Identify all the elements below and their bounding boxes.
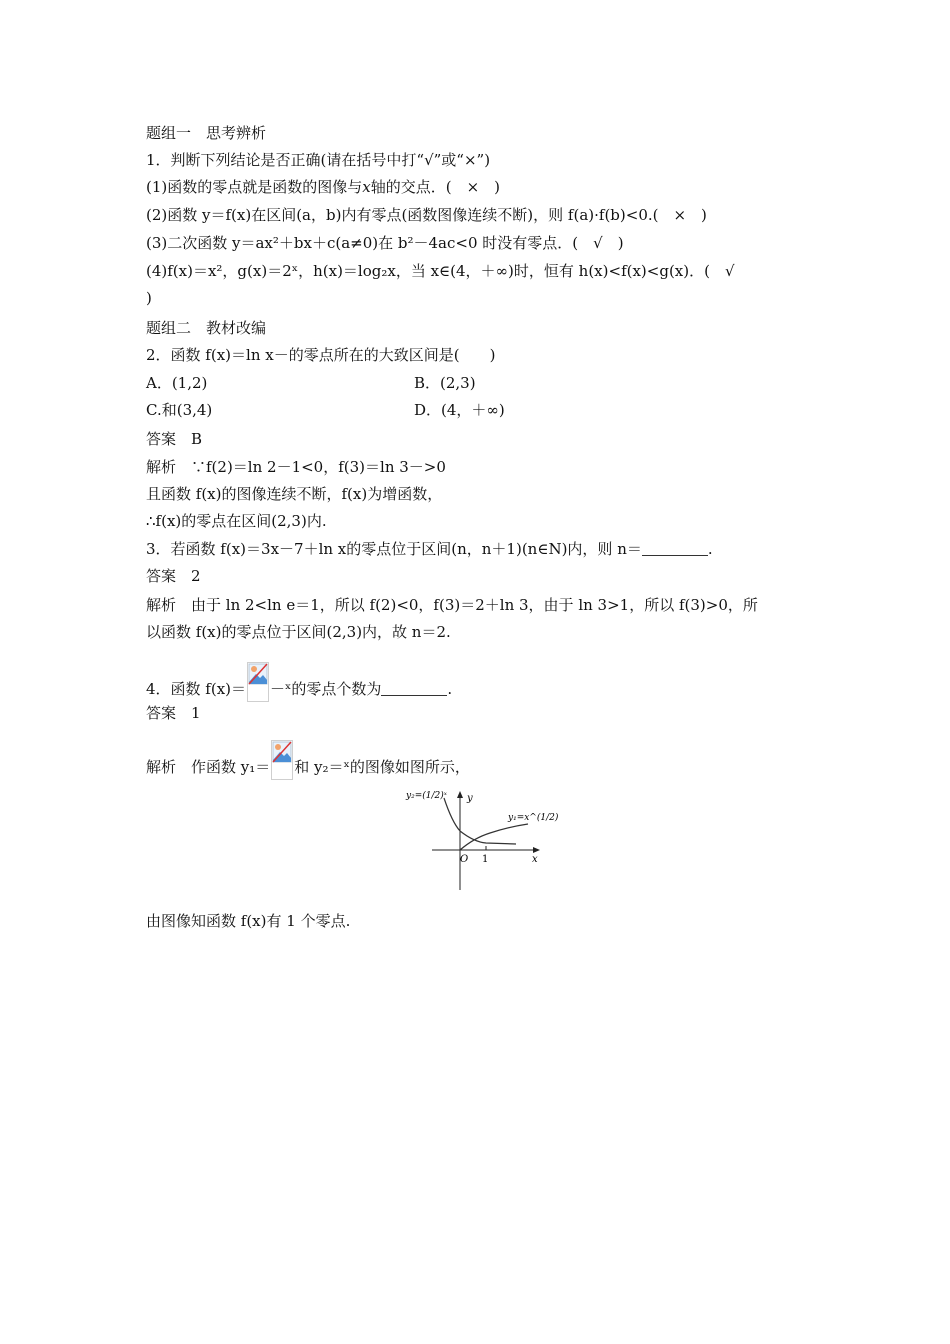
- q1-item2: (2)函数 y＝f(x)在区间(a，b)内有零点(函数图像连续不断)，则 f(a)·f(b)<0.( × ): [146, 206, 707, 224]
- q2-answer: 答案 B: [146, 430, 203, 448]
- q1-item3: (3)二次函数 y＝ax²＋bx＋c(a≠0)在 b²－4ac<0 时没有零点．( √ ): [146, 234, 624, 252]
- label-y1: y₁=x^(1/2): [508, 813, 559, 823]
- q1-item4-cont: ): [146, 289, 152, 307]
- q2-stem: 2．函数 f(x)＝ln x－的零点所在的大致区间是( ): [146, 346, 496, 364]
- function-graph: [404, 784, 559, 896]
- q2-option-c: C.和(3,4): [146, 401, 213, 419]
- q2-option-b: B．(2,3): [414, 374, 476, 392]
- q4-stem: 4．函数 f(x)＝ －ˣ的零点个数为 .: [146, 662, 452, 702]
- q3-answer-blank: [642, 541, 708, 556]
- q4-answer-blank: [381, 681, 447, 696]
- group1-title: 题组一 思考辨析: [146, 124, 267, 142]
- q2-analysis-1: 解析 ∵f(2)＝ln 2－1<0，f(3)＝ln 3－>0: [146, 458, 446, 476]
- q2-option-d: D．(4，＋∞): [414, 401, 505, 419]
- y-axis-arrow: [457, 791, 463, 798]
- label-y2: y₂=(1/2)ˣ: [406, 791, 447, 801]
- x-axis-arrow: [533, 847, 540, 853]
- axis-label-y: y: [467, 793, 473, 804]
- q2-analysis-3: ∴f(x)的零点在区间(2,3)内.: [146, 512, 327, 530]
- q1-item1: (1)函数的零点就是函数的图像与x轴的交点．( × ): [146, 178, 500, 196]
- broken-image-icon: [271, 740, 293, 780]
- axis-label-x: x: [532, 854, 538, 865]
- q3-answer: 答案 2: [146, 567, 201, 585]
- origin-label: O: [460, 854, 469, 865]
- broken-image-icon: [247, 662, 269, 702]
- curve-y1: [460, 824, 528, 850]
- q4-conclusion: 由图像知函数 f(x)有 1 个零点.: [146, 912, 351, 930]
- q1-item4: (4)f(x)＝x²，g(x)＝2ˣ，h(x)＝log₂x，当 x∈(4，＋∞)时，恒有 h(x)<f(x)<g(x)．( √: [146, 262, 735, 280]
- tick-label-1: 1: [482, 854, 489, 865]
- q2-option-a: A．(1,2): [146, 374, 208, 392]
- q2-analysis-2: 且函数 f(x)的图像连续不断，f(x)为增函数，: [146, 485, 443, 503]
- q4-analysis: 解析 作函数 y₁＝ 和 y₂＝ˣ的图像如图所示，: [146, 740, 470, 780]
- q1-intro: 1．判断下列结论是否正确(请在括号中打“√”或“×”): [146, 151, 491, 169]
- graph-svg: [404, 784, 559, 892]
- q3-stem: 3．若函数 f(x)＝3x－7＋ln x的零点位于区间(n，n＋1)(n∈N)内，则 n＝ .: [146, 540, 713, 558]
- q4-answer: 答案 1: [146, 704, 201, 722]
- q3-analysis-1: 解析 由于 ln 2<ln e＝1，所以 f(2)<0，f(3)＝2＋ln 3，由于 ln 3>1，所以 f(3)>0，所: [146, 596, 758, 614]
- q2-options-row1: [146, 373, 207, 393]
- group2-title: 题组二 教材改编: [146, 319, 267, 337]
- q3-analysis-2: 以函数 f(x)的零点位于区间(2,3)内，故 n＝2.: [146, 623, 451, 641]
